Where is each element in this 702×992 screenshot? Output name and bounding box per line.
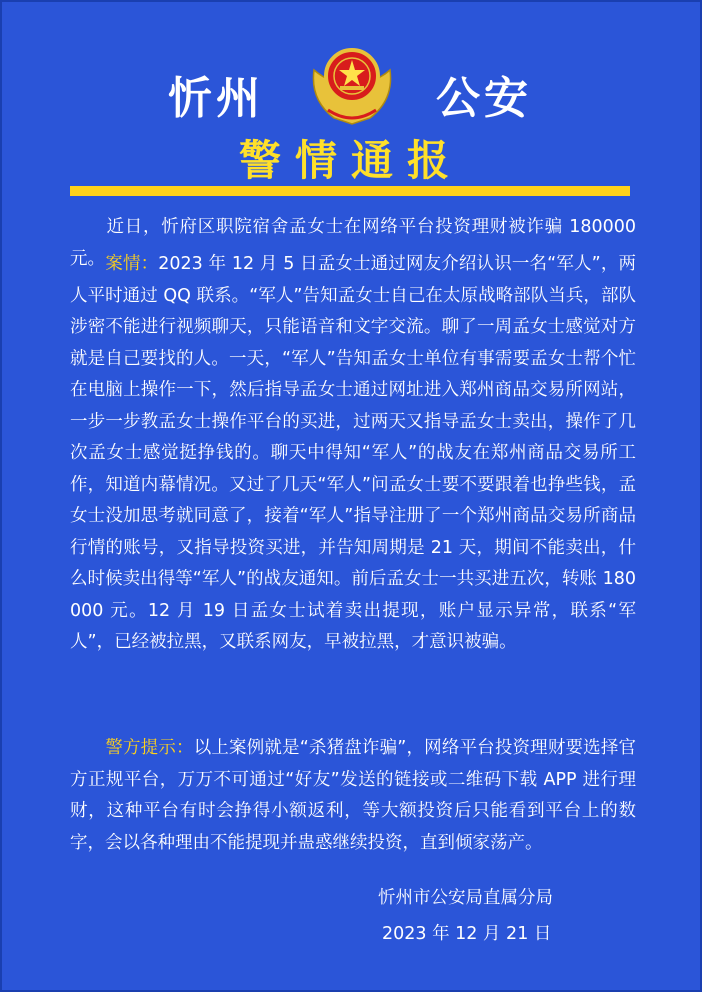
- signature-org: 忻州市公安局直属分局: [378, 888, 553, 908]
- notice-title: 警情通报: [238, 136, 463, 185]
- case-paragraph: [70, 249, 636, 659]
- tip-paragraph: [70, 733, 636, 859]
- title-divider: [70, 186, 630, 196]
- signature-date: 2023 年 12 月 21 日: [382, 924, 552, 944]
- header-left-text: 忻州: [168, 73, 264, 124]
- case-text: 2023 年 12 月 5 日孟女士通过网友介绍认识一名“军人”，两人平时通过 QQ 联系。“军人”告知孟女士自己在太原战略部队当兵，部队涉密不能进行视频聊天，只能语音和文字交流。聊了一周孟女士感觉对方就是自己要找的人。一天，“军人”告知孟女士单位有事需要孟女士帮个忙在电脑上操作一下，然后指导孟女士通过网址进入郑州商品交易所网站，一步一步教孟女士操作平台的买进，过两天又指导孟女士卖出，操作了几次孟女士感觉挺挣钱的。聊天中得知“军人”的战友在郑州商品交易所工作，知道内幕情况。又过了几天“军人”问孟女士要不要跟着也挣些钱，孟女士没加思考就同意了，接着“军人”指导注册了一个郑州商品交易所商品行情的账号，又指导投资买进，并告知周期是 21 天，期间不能卖出，什么时候卖出得等“军人”的战友通知。前后孟女士一共买进五次，转账 180000 元。12 月 19 日孟女士试着卖出提现，账户显示异常，联系“军人”，已经被拉黑，又联系网友，早被拉黑，才意识被骗。: [70, 254, 637, 652]
- tip-label: 警方提示：: [105, 738, 194, 758]
- intro-text: 近日，忻府区职院宿舍孟女士在网络平台投资理财被诈骗 180000 元。: [70, 217, 636, 269]
- police-emblem-icon: [304, 40, 400, 128]
- header-right-text: 公安: [436, 73, 532, 124]
- case-label: 案情：: [105, 254, 159, 274]
- tip-text: 以上案例就是“杀猪盘诈骗”，网络平台投资理财要选择官方正规平台，万万不可通过“好友”发送的链接或二维码下载 APP 进行理财，这种平台有时会挣得小额返利，等大额投资后只能看到平台上的数字，会以各种理由不能提现并蛊惑继续投资，直到倾家荡产。: [70, 738, 637, 853]
